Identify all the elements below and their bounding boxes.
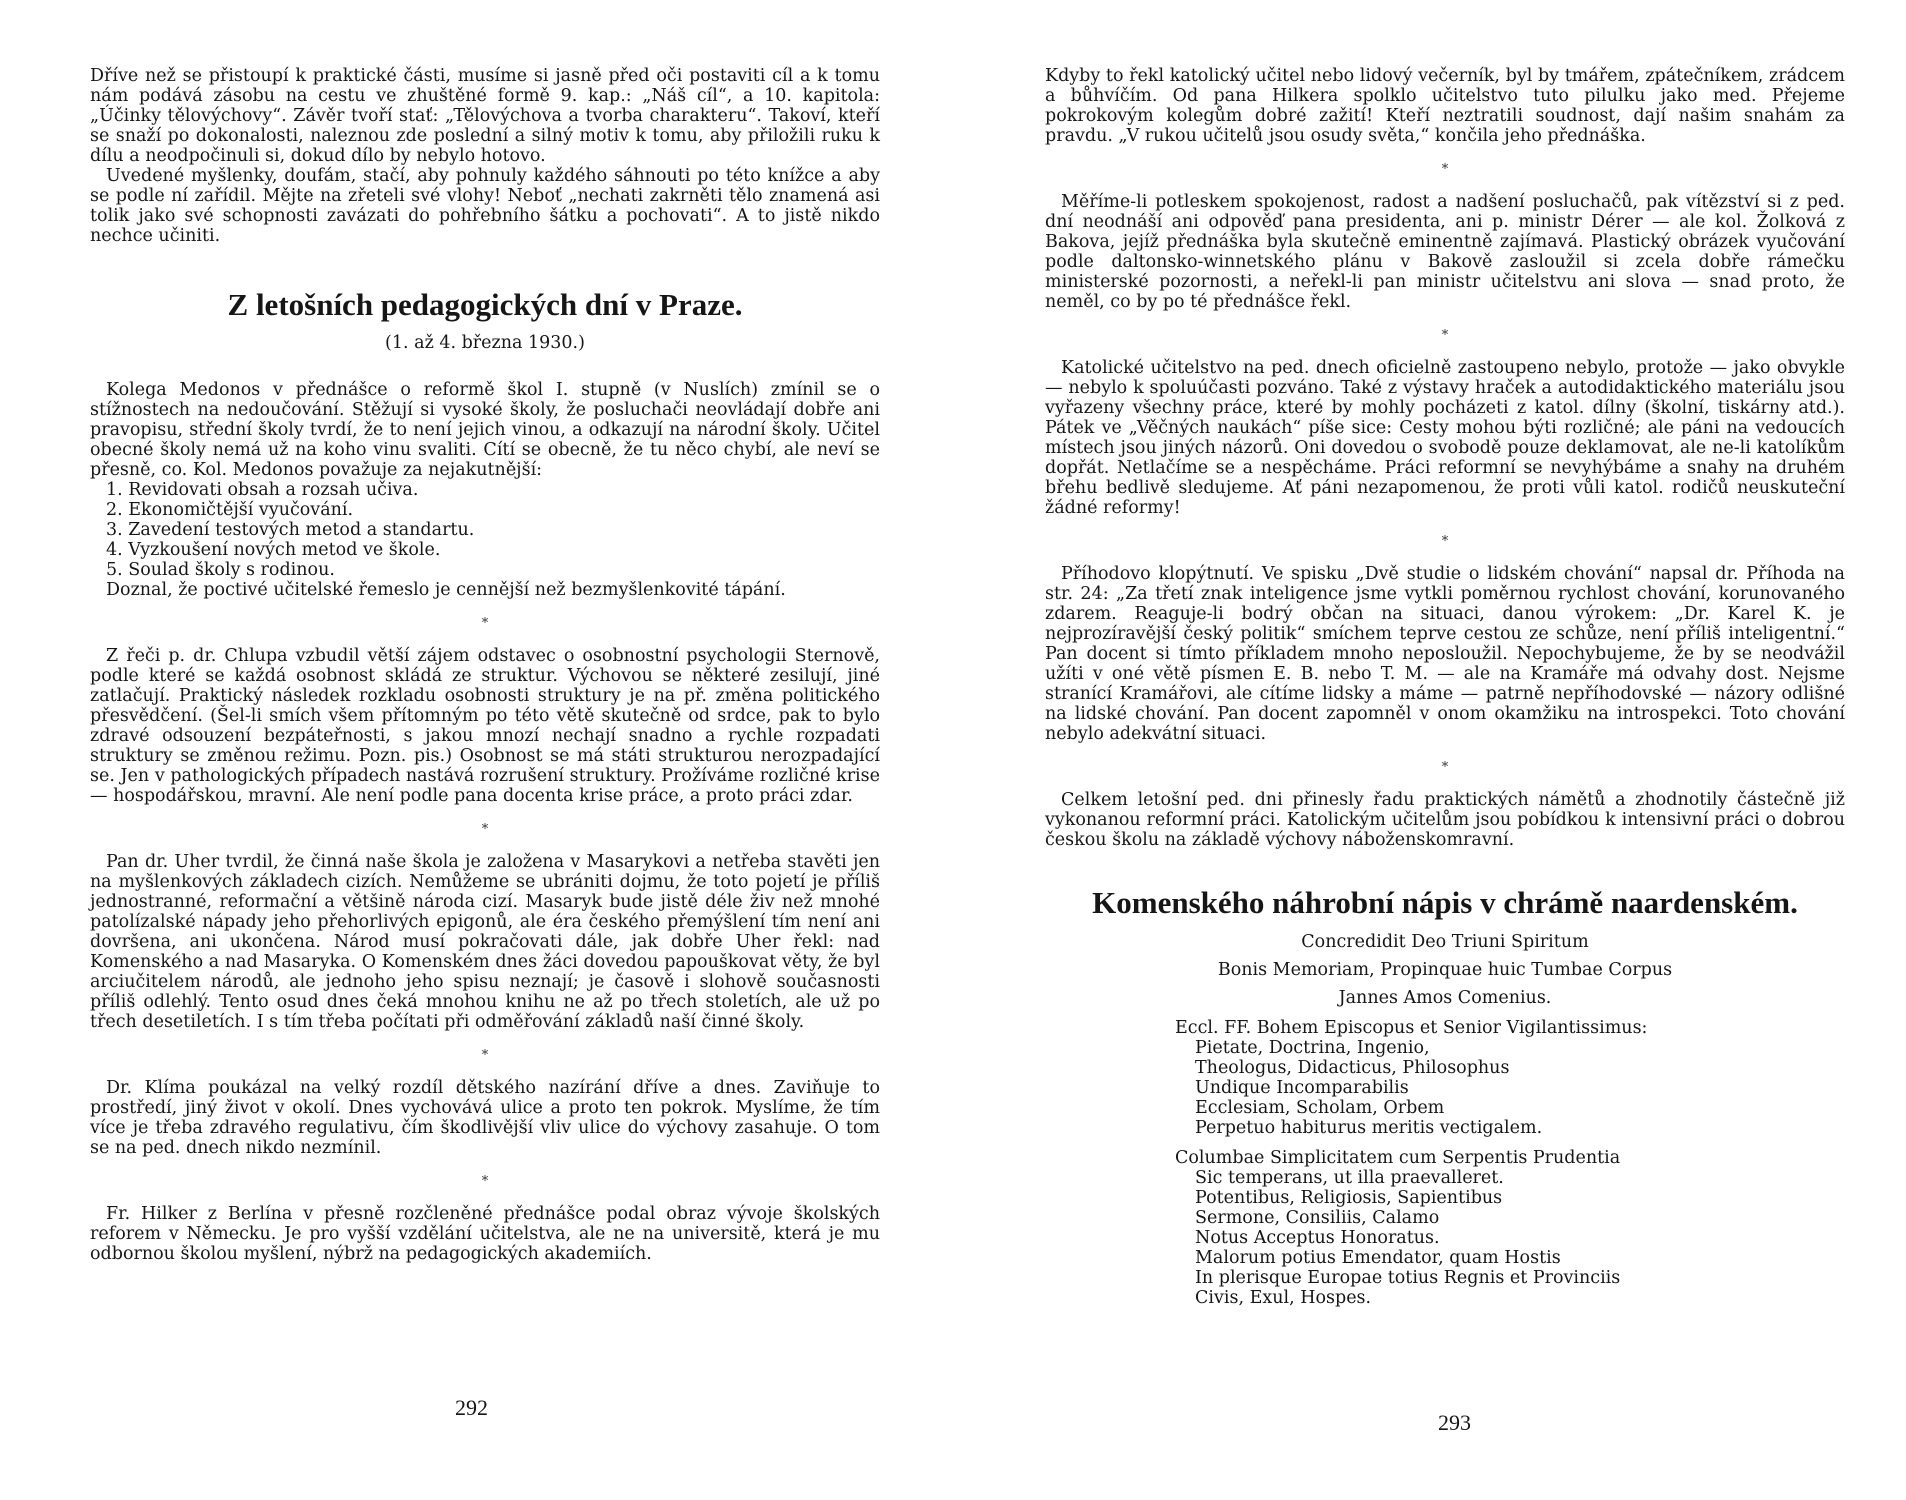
inscription-line: In plerisque Europae totius Regnis et Provinciis bbox=[1195, 1268, 1621, 1288]
inscription-line: Pietate, Doctrina, Ingenio, bbox=[1195, 1038, 1430, 1058]
inscription bbox=[1045, 932, 1845, 1308]
inscription-block-head: Columbae Simplicitatem cum Serpentis Prudentia bbox=[1175, 1148, 1621, 1168]
inscription-line: Malorum potius Emendator, quam Hostis bbox=[1195, 1248, 1561, 1268]
klima-paragraph: Dr. Klíma poukázal na velký rozdíl dětského nazírání dříve a dnes. Zaviňuje to prostředí, jiný život v okolí. Dnes vychovává ulice a proto ten pokrok. Myslíme, že tím více je třeba zdravého regulativu, čím škodlivější vliv ulice do výchovy zasahuje. O tom se na ped. dnech nikdo nezmínil. bbox=[90, 1078, 880, 1158]
zolkova-paragraph: Měříme-li potleskem spokojenost, radost a nadšení posluchačů, pak vítězství si z ped. dní neodnáší ani odpověď pana presidenta, ani p. ministr Dérer — ale kol. Žolková z Bakova, jejíž přednáška byla skutečně eminentně zajímavá. Plastický obrázek vyučování podle daltonsko-winnetského plánu v Bakově zasloužil si zcela dobře rámečku ministerské pozornosti, a neřekl-li pan ministr učitelstvu ani slova — snad proto, že neměl, co by po té přednášce řekl. bbox=[1045, 192, 1845, 312]
inscription-line: Jannes Amos Comenius. bbox=[1338, 988, 1552, 1008]
inscription-title: Komenského náhrobní nápis v chrámě naardenském. bbox=[1092, 885, 1798, 920]
inscription-line: Undique Incomparabilis bbox=[1195, 1078, 1409, 1098]
article-subtitle: (1. až 4. března 1930.) bbox=[385, 333, 585, 353]
page-number: 293 bbox=[1438, 1410, 1471, 1435]
intro-paragraph-2: Uvedené myšlenky, doufám, stačí, aby pohnuly každého sáhnouti po této knížce a aby se podle ní zařídil. Mějte na zřeteli své vlohy! Neboť „nechati zakrněti tělo znamená asi tolik jako své schopnosti zavázati do pohřebního šátku a pochovati“. A to jistě nikdo nechce učiniti. bbox=[90, 166, 880, 246]
prihoda-paragraph: Příhodovo klopýtnutí. Ve spisku „Dvě studie o lidském chování“ napsal dr. Příhoda na str. 24: „Za třetí znak inteligence jsme vytkli poměrnou rychlost chování, korunovaného zdarem. Reaguje-li bodrý občan na situaci, danou výrokem: „Dr. Karel K. je nejprozíravější český politik“ smíchem teprve cestou ze schůze, není příliš inteligentní.“ Pan docent si tímto příkladem mnoho neposloužil. Nepochybujeme, že by se neodvážil užíti v oné větě písmen E. B. nebo T. M. — ale na Kramáře má odvahy dost. Nejsme stranící Kramářovi, ale cítíme lidsky a máme — patrně nepříhodovské — názory odlišné na lidské chování. Pan docent zapomněl v onom okamžiku na introspekci. Toto chování nebylo adekvátní situaci. bbox=[1045, 564, 1845, 744]
medonos-paragraph: Kolega Medonos v přednášce o reformě škol I. stupně (v Nuslích) zmínil se o stížnostech na nedoučování. Stěžují si vysoké školy, že posluchači neovládají dobře ani pravopisu, střední školy tvrdí, že to není jejich vinou, a odkazují na národní školy. Učitel obecné školy nemá už na koho vinu svaliti. Cítí se obecně, že tu něco chybí, ale neví se přesně, co. Kol. Medonos považuje za nejakutnější: bbox=[90, 380, 880, 480]
list-item: 4. Vyzkoušení nových metod ve škole. bbox=[106, 540, 441, 560]
inscription-block-head: Eccl. FF. Bohem Episcopus et Senior Vigilantissimus: bbox=[1175, 1018, 1648, 1038]
inscription-line: Perpetuo habiturus meritis vectigalem. bbox=[1195, 1118, 1543, 1138]
right-page bbox=[953, 0, 1906, 1500]
section-separator: * bbox=[1441, 328, 1449, 343]
inscription-line: Concredidit Deo Triuni Spiritum bbox=[1301, 932, 1589, 952]
inscription-block-1 bbox=[1175, 1018, 1845, 1138]
list-item: 2. Ekonomičtější vyučování. bbox=[106, 500, 354, 520]
medonos-conclusion: Doznal, že poctivé učitelské řemeslo je cennější než bezmyšlenkovité tápání. bbox=[106, 580, 786, 600]
list-item: 5. Soulad školy s rodinou. bbox=[106, 560, 335, 580]
left-text-column bbox=[90, 66, 880, 1264]
right-text-column bbox=[1045, 66, 1845, 1308]
section-separator: * bbox=[481, 822, 489, 837]
inscription-line: Bonis Memoriam, Propinquae huic Tumbae Corpus bbox=[1217, 960, 1673, 980]
inscription-block-2 bbox=[1175, 1148, 1845, 1308]
page-number: 292 bbox=[455, 1395, 488, 1420]
section-separator: * bbox=[1441, 162, 1449, 177]
inscription-line: Ecclesiam, Scholam, Orbem bbox=[1195, 1098, 1445, 1118]
list-item: 3. Zavedení testových metod a standartu. bbox=[106, 520, 475, 540]
hilker-continuation: Kdyby to řekl katolický učitel nebo lidový večerník, byl by tmářem, zpátečníkem, zrádcem a bůhvíčím. Od pana Hilkera spolklo učitelstvo tuto pilulku jako med. Přejeme pokrokovým kolegům dobré zažití! Kteří neztratili soudnost, dají našim snahám za pravdu. „V rukou učitelů jsou osudy světa,“ končila jeho přednáška. bbox=[1045, 66, 1845, 146]
hilker-paragraph: Fr. Hilker z Berlína v přesně rozčleněné přednášce podal obraz vývoje školských reforem v Německu. Je pro vyšší vzdělání učitelstva, ale ne na universitě, která je mu odbornou školou myšlení, nýbrž na pedagogických akademiích. bbox=[90, 1204, 880, 1264]
uher-paragraph: Pan dr. Uher tvrdil, že činná naše škola je založena v Masarykovi a netřeba stavěti jen na myšlenkových základech cizích. Nemůžeme se ubrániti dojmu, že toto pojetí je příliš jednostranné, reformační a většině národa cizí. Masaryk bude jistě déle živ než mnohé patolízalské nápady jeho přehorlivých epigonů, ale éra českého přemýšlení tím není ani dovršena, ani ukončena. Národ musí pokračovati dále, jak dobře Uher řekl: nad Komenského a nad Masaryka. O Komenském dnes žáci dovedou papouškovat věty, že byl arciučitelem národů, ale jednoho jeho spisu neznají; je časově i slohově současnosti příliš odlehlý. Tento osud dnes čeká mnohou knihu ne až po třech stoletích, ale už po třech desetiletích. I s tím třeba počítati při odměřování základů naší činné školy. bbox=[90, 852, 880, 1032]
summary-paragraph: Celkem letošní ped. dni přinesly řadu praktických námětů a zhodnotily částečně již vykonanou reformní práci. Katolickým učitelům jsou pobídkou k intensivní práci o dobrou českou školu na základě výchovy náboženskomravní. bbox=[1045, 790, 1845, 850]
chlup-paragraph: Z řeči p. dr. Chlupa vzbudil větší zájem odstavec o osobnostní psychologii Sternově, podle které se každá osobnost skládá ze struktur. Výchovou se některé zesilují, jiné zatlačují. Praktický následek rozkladu osobnosti struktury je na př. změna politického přesvědčení. (Šel-li smích všem přítomným po této větě skutečně od srdce, pak to bylo zdravé odsouzení bezpáteřnosti, s jakou mnozí nechají snadno a rychle rozpadati struktury se změnou režimu. Pozn. pis.) Osobnost se má státi strukturou nerozpadající se. Jen v pathologických případech nastává rozrušení struktury. Prožíváme rozličné krise — hospodářskou, mravní. Ale není podle pana docenta krise práce, a proto práci zdar. bbox=[90, 646, 880, 806]
list-item: 1. Revidovati obsah a rozsah učiva. bbox=[106, 480, 419, 500]
inscription-line: Sic temperans, ut illa praevalleret. bbox=[1195, 1168, 1504, 1188]
inscription-line: Theologus, Didacticus, Philosophus bbox=[1195, 1058, 1510, 1078]
inscription-line: Notus Acceptus Honoratus. bbox=[1195, 1228, 1440, 1248]
inscription-line: Sermone, Consiliis, Calamo bbox=[1195, 1208, 1440, 1228]
section-separator: * bbox=[481, 616, 489, 631]
inscription-line: Potentibus, Religiosis, Sapientibus bbox=[1195, 1188, 1503, 1208]
section-separator: * bbox=[481, 1174, 489, 1189]
section-separator: * bbox=[1441, 534, 1449, 549]
medonos-list bbox=[106, 480, 880, 580]
inscription-line: Civis, Exul, Hospes. bbox=[1195, 1288, 1372, 1308]
section-separator: * bbox=[1441, 760, 1449, 775]
intro-paragraph-1: Dříve než se přistoupí k praktické části, musíme si jasně před oči postaviti cíl a k tomu nám podává zásobu na cestu ve zhuštěné formě 9. kap.: „Náš cíl“, a 10. kapitola: „Účinky tělovýchovy“. Závěr tvoří stať: „Tělovýchova a tvorba charakteru“. Takoví, kteří se snaží po dokonalosti, naleznou zde poslední a silný motiv k tomu, aby přiložili ruku k dílu a neodpočinuli si, dokud dílo by nebylo hotovo. bbox=[90, 66, 880, 166]
article-title: Z letošních pedagogických dní v Praze. bbox=[227, 287, 743, 322]
catholic-paragraph: Katolické učitelstvo na ped. dnech oficielně zastoupeno nebylo, protože — jako obvykle — nebylo k spoluúčasti pozváno. Také z výstavy hraček a autodidaktického materiálu jsou vyřazeny všechny práce, které by mohly pocházeti z katol. dílny (školní, tiskárny atd.). Pátek ve „Věčných naukách“ píše sice: Cesty mohou býti rozličné; ale páni na vedoucích místech jsou jiných názorů. Oni dovedou o svobodě pouze deklamovat, ale ne-li katolíkům dopřát. Netlačíme se a nespěcháme. Práci reformní se nevyhýbáme a snahy na druhém břehu bedlivě sledujeme. Ať páni nezapomenou, že proti vůli katol. rodičů neuskuteční žádné reformy! bbox=[1045, 358, 1845, 518]
section-separator: * bbox=[481, 1048, 489, 1063]
